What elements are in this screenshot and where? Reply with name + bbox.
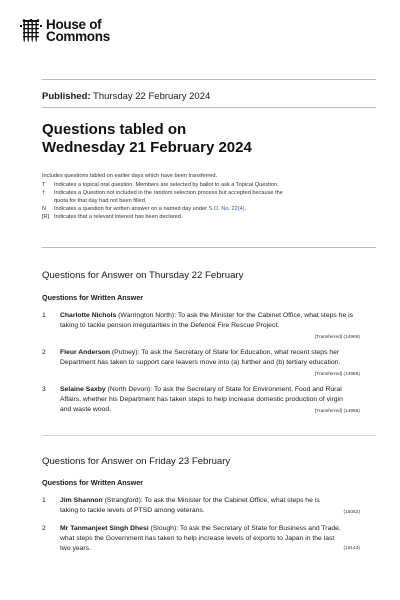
page-title (42, 121, 252, 157)
question-body: To ask the Minister for the Cabinet Office, what steps he is taking to tackle levels of PTSD among veterans. (60, 497, 320, 514)
member-name: Charlotte Nichols (60, 312, 117, 319)
question-reference: (15062) (343, 510, 360, 515)
question-number: 2 (42, 525, 46, 532)
question-reference: [Transferred] (14986) (314, 409, 360, 414)
legend-symbol: † (42, 190, 46, 196)
legend-row-dagger (42, 189, 344, 205)
member-name: Mr Tanmanjeet Singh Dhesi (60, 525, 149, 532)
question-text (60, 385, 356, 415)
constituency: (North Devon): (105, 386, 154, 393)
member-name: Jim Shannon (60, 497, 103, 504)
section-subheading: Questions for Written Answer (42, 478, 144, 487)
question-number: 2 (42, 349, 46, 356)
legend-symbol: [R] (42, 214, 50, 220)
divider-top (42, 79, 376, 80)
divider-published (42, 107, 376, 108)
house-of-commons-logo (20, 19, 110, 43)
question-number: 1 (42, 497, 46, 504)
portcullis-icon (20, 19, 42, 43)
published-date: Thursday 22 February 2024 (93, 91, 211, 102)
published-line (42, 91, 210, 102)
legend-row-relevant-interest (42, 213, 344, 221)
question-item (42, 524, 376, 554)
question-reference: [Transferred] (14966) (314, 372, 360, 377)
question-text (60, 496, 336, 516)
question-text (60, 311, 356, 331)
question-body: To ask the Minister for the Cabinet Office, what steps he is taking to tackle pension irregularities in the Defence Fire Rescue Project. (60, 312, 354, 329)
question-item (42, 348, 376, 378)
divider-legend (42, 247, 376, 248)
question-number: 1 (42, 312, 46, 319)
standing-order-link[interactable]: S.O. No. 22(4) (208, 206, 245, 212)
legend-symbol: T (42, 182, 46, 188)
question-body: To ask the Secretary of State for Business and Trade, what steps the Government has taken to help increase levels of exports to Japan in the last two years. (60, 525, 341, 552)
divider-section (42, 435, 376, 436)
constituency: (Slough): (148, 525, 180, 532)
question-reference: (15143) (343, 546, 360, 551)
section-title: Questions for Answer on Friday 23 February (42, 456, 231, 467)
section-subheading: Questions for Written Answer (42, 293, 144, 302)
legend-description: Indicates a topical oral question. Members are selected by ballot to ask a Topical Question. (54, 182, 279, 188)
constituency: (Strangford): (102, 497, 145, 504)
legend-row-topical (42, 181, 344, 189)
question-text (60, 524, 342, 554)
page-title-line-2: Wednesday 21 February 2024 (42, 139, 252, 156)
page-title-line-1: Questions tabled on (42, 121, 187, 138)
constituency: (Putney): (109, 349, 142, 356)
published-label: Published: (42, 91, 91, 102)
question-number: 3 (42, 386, 46, 393)
question-body: To ask the Secretary of State for Education, what recent steps her Department has taken to support care leavers move into (a) further and (b) tertiary education. (60, 349, 341, 366)
legend-symbol: N (42, 206, 47, 212)
legend-description: Indicates that a relevant interest has been declared. (54, 214, 183, 220)
logo-line-2: Commons (46, 29, 110, 44)
legend-description: Indicates a Question not included in the random selection process but accepted because the quota for that day had not been filled. (54, 190, 283, 204)
intro-text: Includes questions tabled on earlier days which have been transferred. (42, 173, 218, 179)
member-name: Selaine Saxby (60, 386, 106, 393)
logo-line-1: House of (46, 17, 102, 32)
legend-description (54, 205, 344, 213)
symbol-legend (42, 181, 344, 221)
question-text (60, 348, 356, 368)
legend-text-end: . (244, 206, 247, 212)
legend-text: Indicates a question for written answer on a named day under (54, 206, 209, 212)
question-body: To ask the Secretary of State for Environment, Food and Rural Affairs, whether his Department has taken steps to help increase domestic production of virgin and waste wood. (60, 386, 343, 413)
section-title: Questions for Answer on Thursday 22 February (42, 270, 244, 281)
question-item (42, 385, 376, 415)
question-item (42, 496, 376, 516)
question-item (42, 311, 376, 341)
question-reference: [Transferred] (14969) (314, 335, 360, 340)
logo-wordmark (46, 19, 110, 43)
constituency: (Warrington North): (116, 312, 178, 319)
member-name: Fleur Anderson (60, 349, 110, 356)
legend-row-named-day (42, 205, 344, 213)
